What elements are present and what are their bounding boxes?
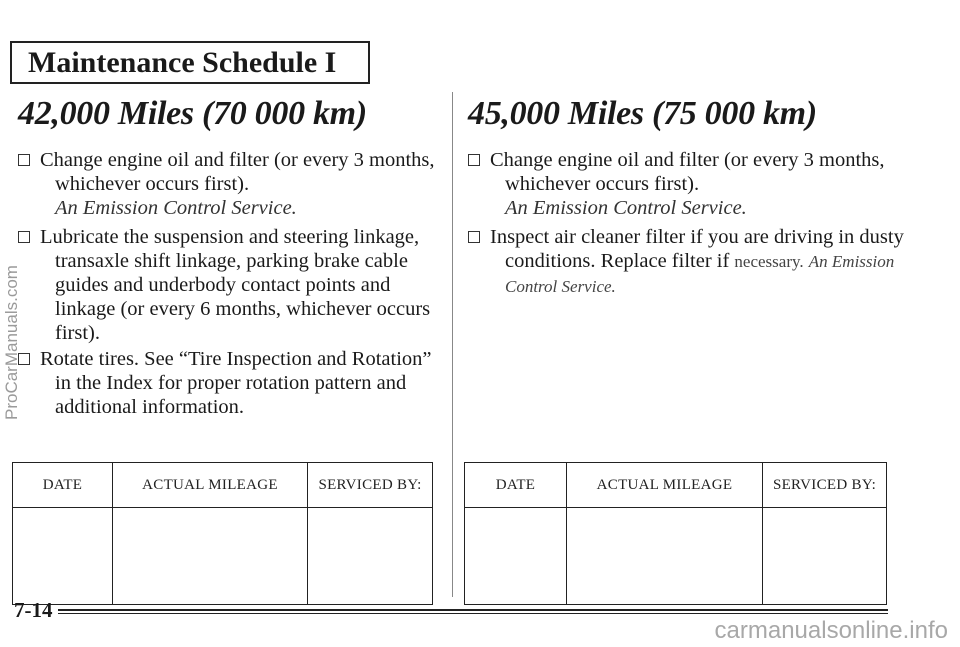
date-header: DATE [13, 463, 113, 508]
item-text-main: Inspect air cleaner filter if you are driving in dusty conditions. Replace filter if [490, 226, 904, 272]
column-divider [452, 92, 453, 597]
actual-mileage-header: ACTUAL MILEAGE [567, 463, 763, 508]
serviced-by-cell[interactable] [763, 508, 887, 605]
serviced-by-header: SERVICED BY: [763, 463, 887, 508]
right-service-log-table [464, 462, 887, 605]
serviced-by-header: SERVICED BY: [308, 463, 433, 508]
item-text [490, 225, 908, 299]
left-mileage-heading: 42,000 Miles (70 000 km) [18, 95, 367, 132]
serviced-by-cell[interactable] [308, 508, 433, 605]
date-cell[interactable] [13, 508, 113, 605]
checkbox-icon[interactable] [468, 154, 480, 166]
item-text-tail: necessary. [734, 252, 804, 271]
checklist-item [18, 148, 438, 220]
checklist-item [18, 225, 438, 345]
date-header: DATE [465, 463, 567, 508]
checkbox-icon[interactable] [468, 231, 480, 243]
checkbox-icon[interactable] [18, 231, 30, 243]
item-text: Rotate tires. See “Tire Inspection and Rotation” in the Index for proper rotation pattern and additional information. [40, 348, 432, 418]
right-mileage-heading: 45,000 Miles (75 000 km) [468, 95, 817, 132]
checklist-item [18, 347, 438, 419]
checklist-item [468, 225, 908, 299]
date-cell[interactable] [465, 508, 567, 605]
item-text: Change engine oil and filter (or every 3 months, whichever occurs first). [490, 149, 885, 195]
bottom-watermark: carmanualsonline.info [714, 617, 948, 644]
item-text: Lubricate the suspension and steering linkage, transaxle shift linkage, parking brake cable guides and underbody contact points and linkage (or every 6 months, whichever occurs first). [40, 226, 431, 344]
page-number: 7-14 [14, 598, 53, 622]
section-header: Maintenance Schedule I [10, 41, 370, 84]
checklist-item [468, 148, 908, 220]
actual-mileage-header: ACTUAL MILEAGE [113, 463, 308, 508]
actual-mileage-cell[interactable] [113, 508, 308, 605]
actual-mileage-cell[interactable] [567, 508, 763, 605]
right-column [468, 92, 908, 301]
item-text: Change engine oil and filter (or every 3 months, whichever occurs first). [40, 149, 435, 195]
side-watermark: ProCarManuals.com [2, 265, 21, 420]
footer-rule [58, 609, 888, 614]
emission-service-note: An Emission Control Service. [505, 197, 747, 219]
emission-service-note: An Emission Control Service. [505, 252, 895, 296]
left-column [18, 92, 438, 421]
emission-service-note: An Emission Control Service. [55, 197, 297, 219]
checkbox-icon[interactable] [18, 154, 30, 166]
left-service-log-table [12, 462, 433, 605]
